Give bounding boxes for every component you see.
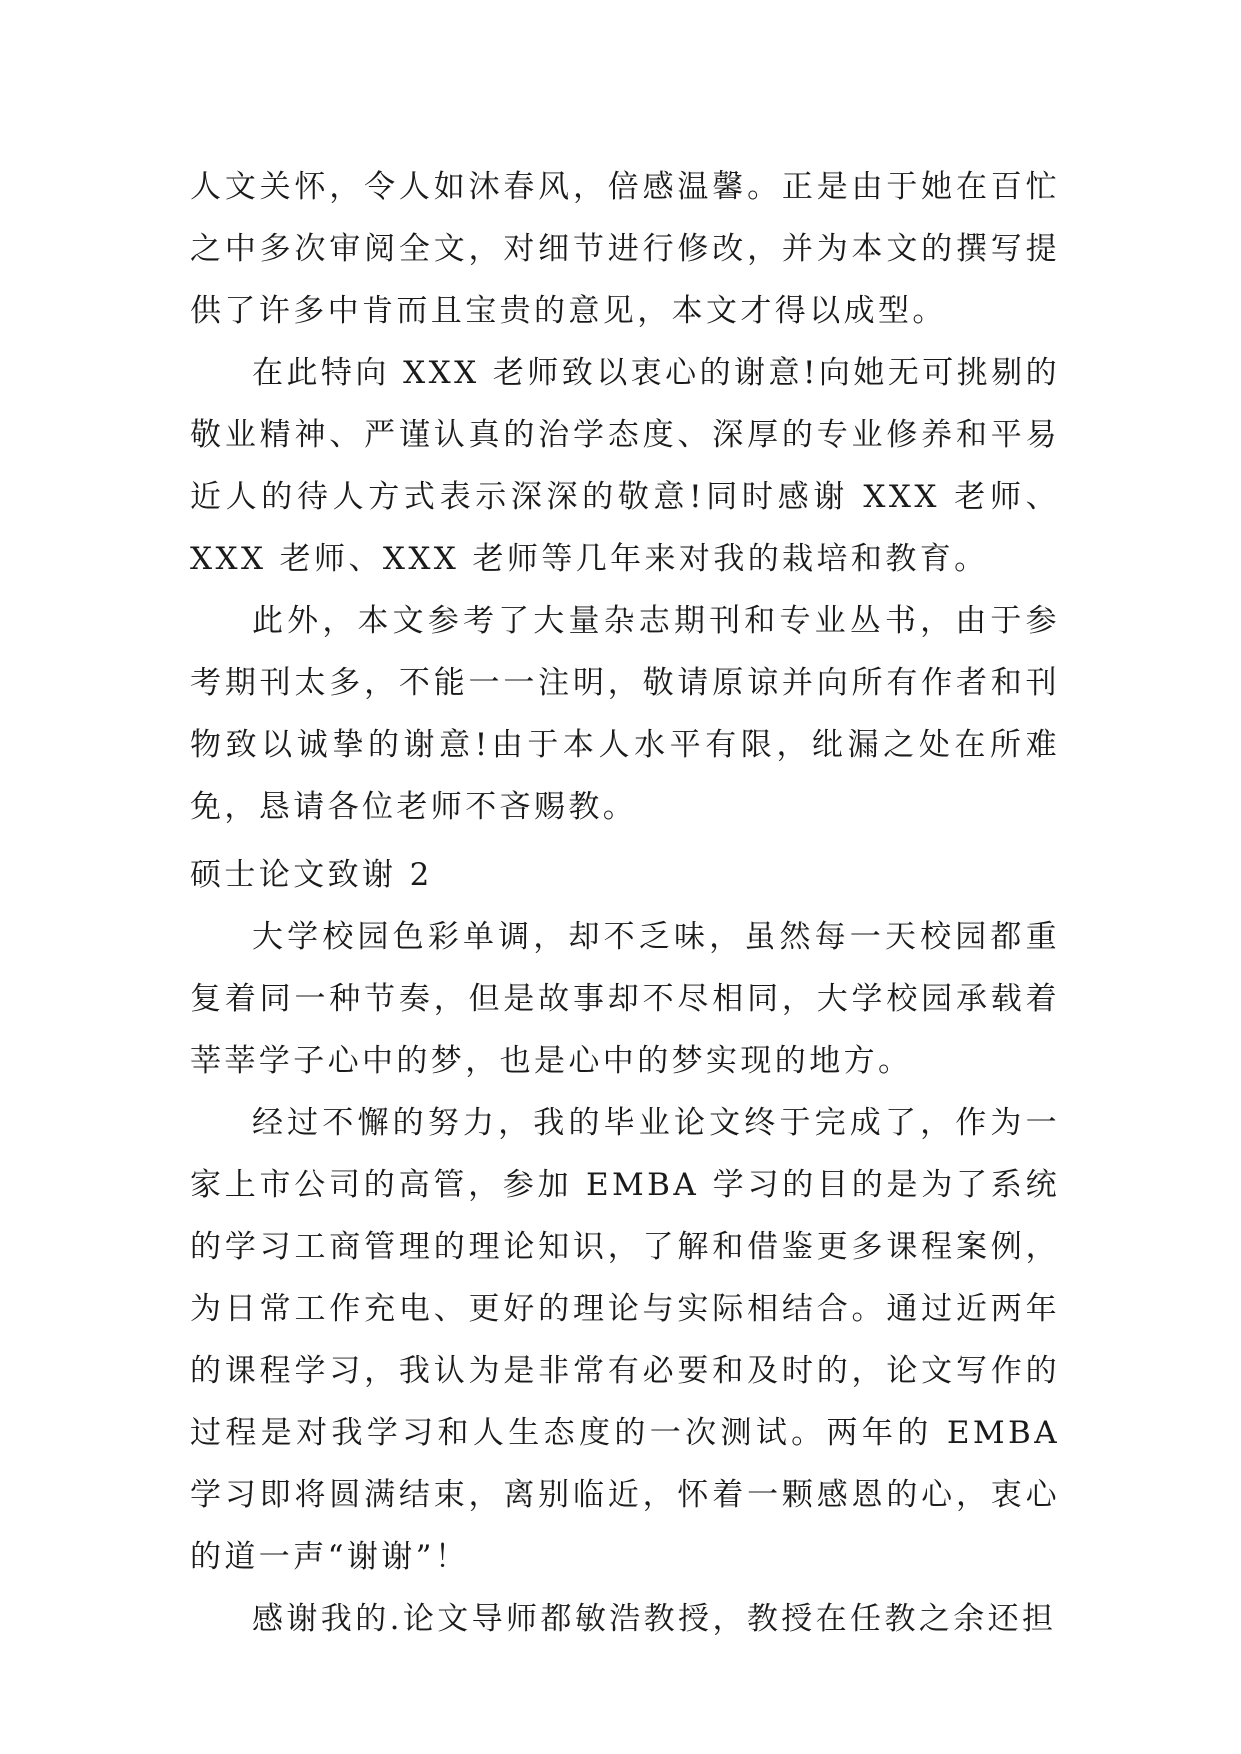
paragraph-thanks-teacher: 在此特向 XXX 老师致以衷心的谢意!向她无可挑剔的敬业精神、严谨认真的治学态度、深厚的专业修养和平易近人的待人方式表示深深的敬意!同时感谢 XXX 老师、XXX 老师、XXX 老师等几年来对我的栽培和教育。 xyxy=(190,355,1060,577)
paragraph-campus: 大学校园色彩单调，却不乏味，虽然每一天校园都重复着同一种节奏，但是故事却不尽相同，大学校园承载着莘莘学子心中的梦，也是心中的梦实现的地方。 xyxy=(190,919,1060,1079)
paragraph-references: 此外，本文参考了大量杂志期刊和专业丛书，由于参考期刊太多，不能一一注明，敬请原谅并向所有作者和刊物致以诚挚的谢意!由于本人水平有限，纰漏之处在所难免，恳请各位老师不吝赐教。 xyxy=(190,603,1060,825)
paragraph-continued: 人文关怀，令人如沐春风，倍感温馨。正是由于她在百忙之中多次审阅全文，对细节进行修改，并为本文的撰写提供了许多中肯而且宝贵的意见，本文才得以成型。 xyxy=(190,169,1060,329)
paragraph-emba: 经过不懈的努力，我的毕业论文终于完成了，作为一家上市公司的高管，参加 EMBA 学习的目的是为了系统的学习工商管理的理论知识，了解和借鉴更多课程案例，为日常工作充电、更好的理论与实际相结合。通过近两年的课程学习，我认为是非常有必要和及时的，论文写作的过程是对我学习和人生态度的一次测试。两年的 EMBA 学习即将圆满结束，离别临近，怀着一颗感恩的心，衷心的道一声“谢谢”！ xyxy=(190,1105,1060,1575)
section-1-body xyxy=(190,156,1060,838)
section-heading: 硕士论文致谢 2 xyxy=(190,857,433,893)
section-2-body xyxy=(190,844,1060,1650)
paragraph-advisor: 感谢我的.论文导师都敏浩教授，教授在任教之余还担 xyxy=(252,1601,1057,1637)
